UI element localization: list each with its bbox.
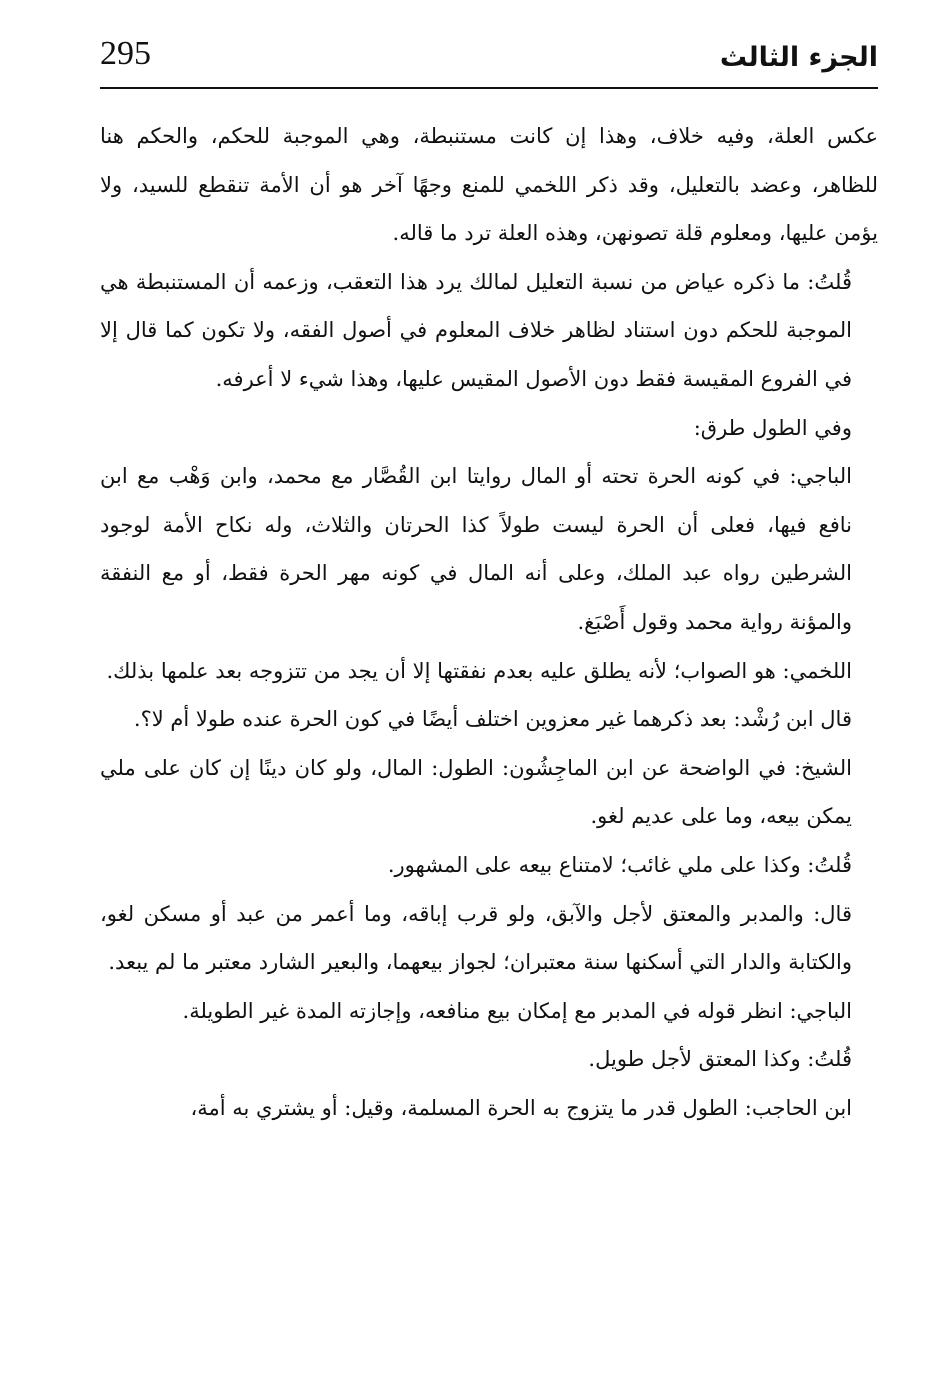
header-divider [100,87,878,89]
paragraph-6: قال ابن رُشْد: بعد ذكرهما غير معزوين اختلف أيضًا في كون الحرة عنده طولا أم لا؟. [133,707,852,732]
body-text [100,112,878,1132]
paragraph-11: قُلتُ: وكذا المعتق لأجل طويل. [588,1047,852,1072]
page-number: 295 [100,35,151,72]
paragraph-3: وفي الطول طرق: [693,415,852,440]
paragraph-7: الشيخ: في الواضحة عن ابن الماجِشُون: الطول: المال، ولو كان دينًا إن كان على ملي يمكن بيعه، وما على عديم لغو. [100,755,852,829]
paragraph-1: عكس العلة، وفيه خلاف، وهذا إن كانت مستنبطة، وهي الموجبة للحكم، والحكم هنا للظاهر، وعضد بالتعليل، وقد ذكر اللخمي للمنع وجهًا آخر هو أن الأمة تنقطع للسيد، ولا يؤمن عليها، ومعلوم قلة تصونهن، وهذه العلة ترد ما قاله. [100,124,878,246]
paragraph-4: الباجي: في كونه الحرة تحته أو المال روايتا ابن القُصَّار مع محمد، وابن وَهْب مع ابن نافع فيها، فعلى أن الحرة ليست طولاً كذا الحرتان والثلاث، وله نكاح الأمة لوجود الشرطين رواه عبد الملك، وعلى أنه المال في كونه مهر الحرة فقط، أو مع النفقة والمؤنة رواية محمد وقول أَصْبَغ. [100,464,852,634]
paragraph-10: الباجي: انظر قوله في المدبر مع إمكان بيع منافعه، وإجازته المدة غير الطويلة. [182,998,852,1023]
page-header [100,30,878,88]
paragraph-8: قُلتُ: وكذا على ملي غائب؛ لامتناع بيعه على المشهور. [387,852,852,877]
paragraph-9: قال: والمدبر والمعتق لأجل والآبق، ولو قرب إباقه، وما أعمر من عبد أو مسكن لغو، والكتابة والدار التي أسكنها سنة معتبران؛ لجواز بيعهما، والبعير الشارد معتبر ما لم يبعد. [100,901,852,975]
running-head-title: الجزء الثالث [719,42,878,73]
paragraph-12: ابن الحاجب: الطول قدر ما يتزوج به الحرة المسلمة، وقيل: أو يشتري به أمة، [190,1095,852,1120]
paragraph-2: قُلتُ: ما ذكره عياض من نسبة التعليل لمالك يرد هذا التعقب، وزعمه أن المستنبطة هي الموجبة للحكم دون استناد لظاهر خلاف المعلوم في أصول الفقه، ولا تكون كما قال إلا في الفروع المقيسة فقط دون الأصول المقيس عليها، وهذا شيء لا أعرفه. [100,269,852,391]
paragraph-5: اللخمي: هو الصواب؛ لأنه يطلق عليه بعدم نفقتها إلا أن يجد من تتزوجه بعد علمها بذلك. [106,658,852,683]
